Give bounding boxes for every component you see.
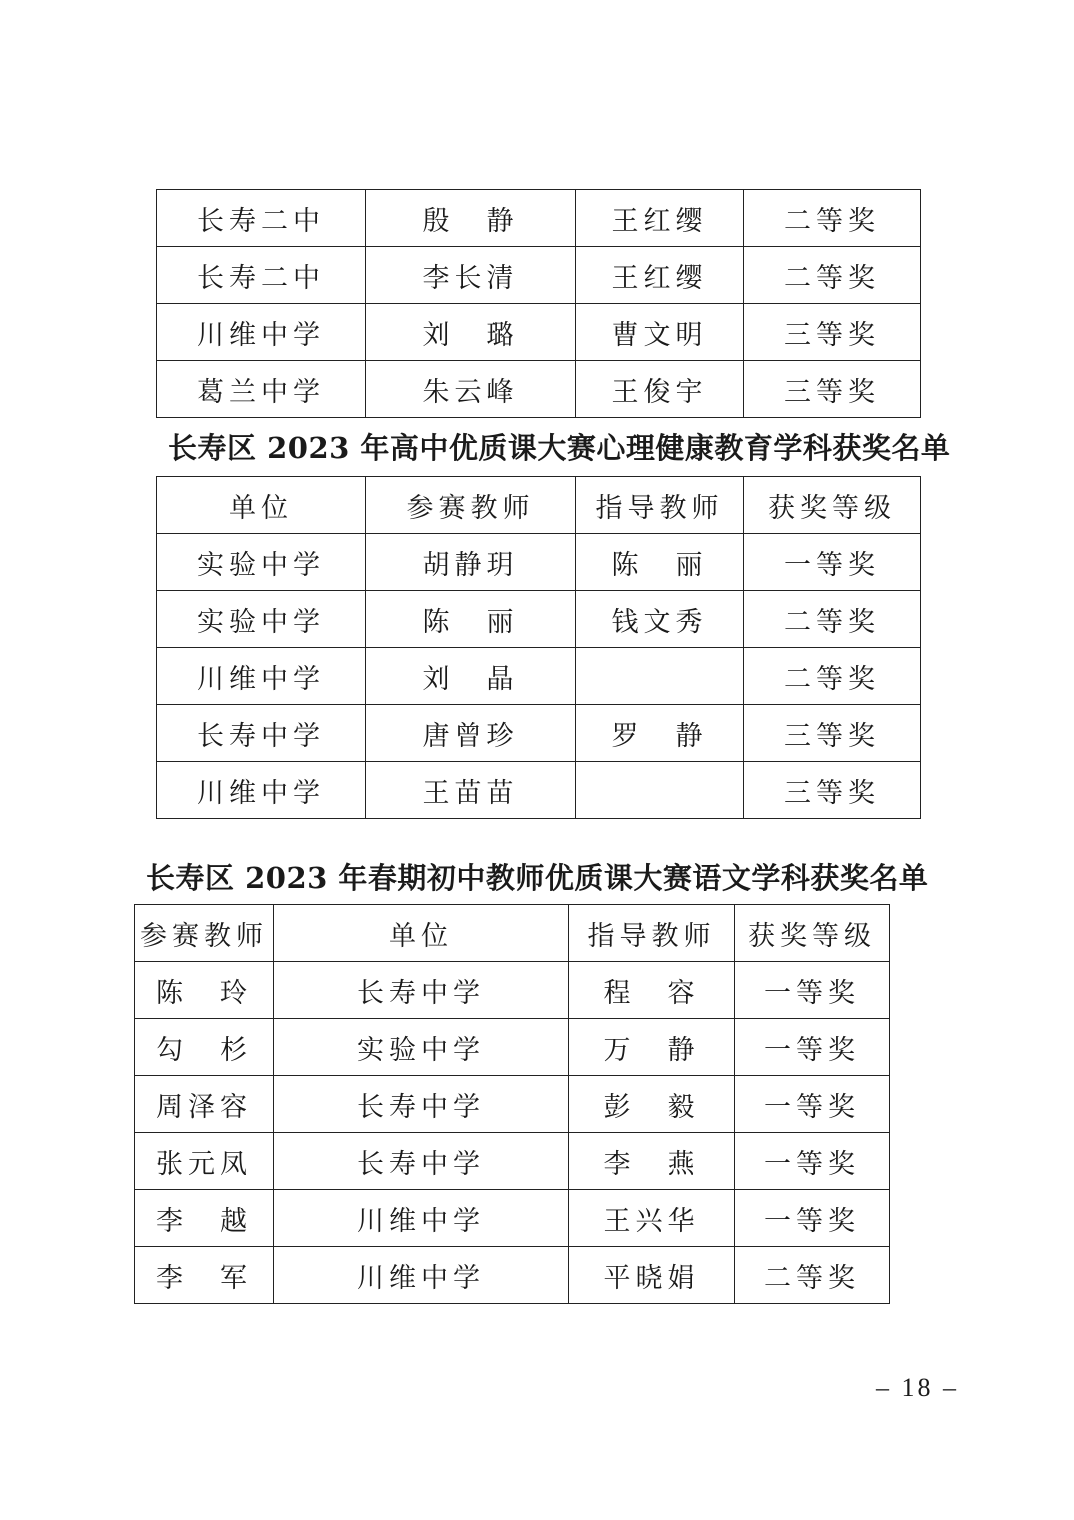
page-number: – 18 – (876, 1373, 959, 1402)
section-title-psychology: 长寿区 2023 年高中优质课大赛心理健康教育学科获奖名单 (168, 431, 951, 465)
table-row (157, 304, 921, 361)
table-row (157, 190, 921, 247)
table-cell: 平晓娟 (569, 1247, 735, 1304)
table-cell: 王俊宇 (576, 361, 744, 418)
table-cell: 钱文秀 (576, 591, 744, 648)
table-cell: 长寿中学 (274, 1076, 569, 1133)
table-header-row (135, 905, 890, 962)
table-cell: 实验中学 (157, 534, 366, 591)
table-cell: 二等奖 (744, 190, 921, 247)
table-cell: 二等奖 (744, 247, 921, 304)
table-cell: 一等奖 (735, 1076, 890, 1133)
table-cell: 勾 杉 (135, 1019, 274, 1076)
column-header: 指导教师 (576, 477, 744, 534)
column-header: 参赛教师 (135, 905, 274, 962)
table-cell: 一等奖 (735, 962, 890, 1019)
table-cell: 王兴华 (569, 1190, 735, 1247)
table-row (135, 962, 890, 1019)
table-cell: 实验中学 (157, 591, 366, 648)
table-cell: 三等奖 (744, 304, 921, 361)
table-cell: 刘 璐 (366, 304, 576, 361)
table-row (157, 762, 921, 819)
table-cell: 陈 玲 (135, 962, 274, 1019)
table-row (157, 591, 921, 648)
table-row (135, 1190, 890, 1247)
table-cell: 张元凤 (135, 1133, 274, 1190)
table-cell: 一等奖 (735, 1190, 890, 1247)
table-cell: 殷 静 (366, 190, 576, 247)
table-header-row (157, 477, 921, 534)
table-cell: 王红缨 (576, 190, 744, 247)
table-cell: 川维中学 (157, 648, 366, 705)
column-header: 获奖等级 (744, 477, 921, 534)
award-table-chinese (134, 904, 890, 1304)
table-row (157, 534, 921, 591)
table-cell: 三等奖 (744, 762, 921, 819)
table-cell: 曹文明 (576, 304, 744, 361)
table-cell (576, 648, 744, 705)
table-cell: 二等奖 (735, 1247, 890, 1304)
table-cell: 长寿二中 (157, 247, 366, 304)
table-cell: 唐曾珍 (366, 705, 576, 762)
table-cell: 王苗苗 (366, 762, 576, 819)
table-cell: 李 燕 (569, 1133, 735, 1190)
table-cell: 二等奖 (744, 591, 921, 648)
table-cell: 万 静 (569, 1019, 735, 1076)
table-cell: 三等奖 (744, 705, 921, 762)
table-cell: 罗 静 (576, 705, 744, 762)
table-cell: 川维中学 (274, 1190, 569, 1247)
table-cell: 一等奖 (735, 1019, 890, 1076)
table-cell: 王红缨 (576, 247, 744, 304)
table-cell: 长寿中学 (274, 1133, 569, 1190)
table-cell: 李 军 (135, 1247, 274, 1304)
table-row (135, 1019, 890, 1076)
table-row (135, 1076, 890, 1133)
table-cell: 李 越 (135, 1190, 274, 1247)
table-row (157, 361, 921, 418)
table-cell (576, 762, 744, 819)
table-cell: 川维中学 (157, 762, 366, 819)
table-cell: 长寿中学 (274, 962, 569, 1019)
table-cell: 陈 丽 (366, 591, 576, 648)
award-table-psychology (156, 476, 921, 819)
table-cell: 朱云峰 (366, 361, 576, 418)
table-cell: 周泽容 (135, 1076, 274, 1133)
column-header: 参赛教师 (366, 477, 576, 534)
award-table-continued (156, 189, 921, 418)
table-row (135, 1133, 890, 1190)
column-header: 获奖等级 (735, 905, 890, 962)
table-cell: 长寿中学 (157, 705, 366, 762)
column-header: 指导教师 (569, 905, 735, 962)
table-row (157, 705, 921, 762)
table-cell: 程 容 (569, 962, 735, 1019)
table-cell: 胡静玥 (366, 534, 576, 591)
table-cell: 一等奖 (744, 534, 921, 591)
table-cell: 刘 晶 (366, 648, 576, 705)
table-cell: 一等奖 (735, 1133, 890, 1190)
table-cell: 川维中学 (274, 1247, 569, 1304)
table-cell: 二等奖 (744, 648, 921, 705)
table-cell: 长寿二中 (157, 190, 366, 247)
table-cell: 三等奖 (744, 361, 921, 418)
table-cell: 川维中学 (157, 304, 366, 361)
section-title-chinese: 长寿区 2023 年春期初中教师优质课大赛语文学科获奖名单 (146, 861, 929, 895)
table-row (157, 648, 921, 705)
table-row (157, 247, 921, 304)
table-cell: 李长清 (366, 247, 576, 304)
column-header: 单位 (157, 477, 366, 534)
table-cell: 陈 丽 (576, 534, 744, 591)
column-header: 单位 (274, 905, 569, 962)
table-cell: 葛兰中学 (157, 361, 366, 418)
table-cell: 实验中学 (274, 1019, 569, 1076)
table-cell: 彭 毅 (569, 1076, 735, 1133)
table-row (135, 1247, 890, 1304)
